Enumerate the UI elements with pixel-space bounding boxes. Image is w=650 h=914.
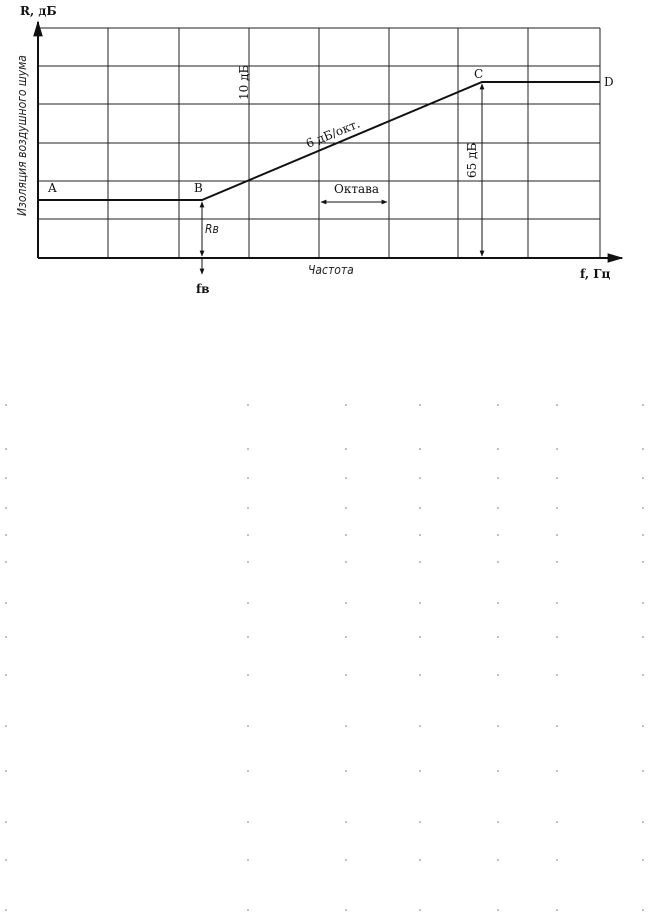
rb-label: Rв	[205, 222, 219, 236]
show-through-dot	[642, 561, 644, 563]
show-through-dot	[642, 507, 644, 509]
show-through-dot	[419, 909, 421, 911]
show-through-dot	[419, 404, 421, 406]
show-through-dot	[5, 859, 7, 861]
show-through-dot	[497, 770, 499, 772]
point-d-label: D	[604, 75, 614, 89]
show-through-dot	[345, 674, 347, 676]
show-through-dot	[497, 821, 499, 823]
point-a-label: A	[48, 181, 57, 195]
show-through-dot	[5, 725, 7, 727]
show-through-dot	[497, 636, 499, 638]
slope-label: 6 дБ/окт.	[303, 116, 362, 151]
show-through-dot	[5, 602, 7, 604]
show-through-dot	[345, 725, 347, 727]
show-through-dot	[497, 477, 499, 479]
show-through-dot	[247, 534, 249, 536]
show-through-dot	[345, 448, 347, 450]
show-through-dot	[497, 725, 499, 727]
show-through-dot	[345, 404, 347, 406]
show-through-dot	[556, 507, 558, 509]
show-through-dot	[642, 636, 644, 638]
show-through-dot	[419, 725, 421, 727]
show-through-dot	[556, 821, 558, 823]
show-through-dot	[5, 507, 7, 509]
show-through-dot	[556, 859, 558, 861]
show-through-dot	[419, 636, 421, 638]
show-through-dot	[247, 561, 249, 563]
show-through-dot	[5, 448, 7, 450]
show-through-dot	[419, 448, 421, 450]
show-through-dot	[247, 725, 249, 727]
show-through-dot	[497, 534, 499, 536]
show-through-dot	[247, 602, 249, 604]
show-through-dot	[642, 448, 644, 450]
octave-label: Октава	[334, 182, 380, 196]
show-through-dot	[247, 507, 249, 509]
show-through-dot	[247, 909, 249, 911]
show-through-dot	[497, 674, 499, 676]
show-through-dot	[419, 477, 421, 479]
y-axis-title: Изоляция воздушного шума	[15, 55, 29, 216]
show-through-dot	[556, 534, 558, 536]
show-through-dot	[497, 404, 499, 406]
show-through-dot	[497, 448, 499, 450]
show-through-dot	[642, 909, 644, 911]
show-through-dot	[642, 674, 644, 676]
show-through-dot	[345, 821, 347, 823]
y-axis-label: R, дБ	[20, 4, 57, 18]
x-axis-title: Частота	[308, 263, 354, 277]
show-through-dot	[345, 859, 347, 861]
show-through-dot	[556, 404, 558, 406]
show-through-dot	[419, 859, 421, 861]
show-through-dot	[642, 602, 644, 604]
show-through-dot	[247, 821, 249, 823]
show-through-dot	[247, 404, 249, 406]
show-through-dot	[556, 477, 558, 479]
show-through-dot	[5, 561, 7, 563]
show-through-dot	[345, 770, 347, 772]
show-through-dot	[345, 602, 347, 604]
show-through-dot	[5, 770, 7, 772]
show-through-dot	[345, 561, 347, 563]
show-through-dot	[247, 770, 249, 772]
show-through-dot	[247, 674, 249, 676]
show-through-dot	[556, 448, 558, 450]
show-through-dot	[642, 725, 644, 727]
show-through-dot	[497, 561, 499, 563]
show-through-dot	[497, 909, 499, 911]
show-through-dot	[345, 507, 347, 509]
show-through-dot	[497, 507, 499, 509]
show-through-dot	[556, 674, 558, 676]
show-through-dot	[556, 561, 558, 563]
show-through-dot	[247, 636, 249, 638]
show-through-dot	[497, 602, 499, 604]
show-through-dot	[419, 534, 421, 536]
show-through-dot	[556, 725, 558, 727]
show-through-dot	[419, 674, 421, 676]
show-through-dot	[247, 859, 249, 861]
show-through-dot	[556, 770, 558, 772]
show-through-dot	[5, 534, 7, 536]
x-axis-label: f, Гц	[580, 267, 611, 281]
show-through-dot	[556, 602, 558, 604]
show-through-dot	[345, 636, 347, 638]
show-through-dot	[642, 859, 644, 861]
show-through-dot	[642, 821, 644, 823]
show-through-dot	[556, 909, 558, 911]
show-through-dot	[247, 477, 249, 479]
show-through-dot	[556, 636, 558, 638]
step-label: 10 дБ	[237, 64, 251, 100]
show-through-dot	[642, 534, 644, 536]
fb-label: fв	[196, 282, 210, 296]
show-through-dot	[345, 534, 347, 536]
show-through-dot	[247, 448, 249, 450]
show-through-dot	[5, 404, 7, 406]
show-through-dot	[642, 404, 644, 406]
show-through-dot	[642, 477, 644, 479]
show-through-dot	[5, 674, 7, 676]
show-through-dot	[497, 859, 499, 861]
show-through-dot	[345, 909, 347, 911]
show-through-dot	[5, 909, 7, 911]
show-through-dot	[5, 636, 7, 638]
point-b-label: B	[194, 181, 203, 195]
show-through-dot	[419, 602, 421, 604]
show-through-dot	[419, 770, 421, 772]
show-through-dots	[5, 404, 644, 911]
show-through-dot	[419, 507, 421, 509]
show-through-dot	[345, 477, 347, 479]
level-label: 65 дБ	[465, 142, 479, 178]
point-c-label: C	[474, 67, 484, 81]
show-through-dot	[419, 561, 421, 563]
show-through-dot	[642, 770, 644, 772]
show-through-dot	[5, 477, 7, 479]
show-through-dot	[419, 821, 421, 823]
show-through-dot	[5, 821, 7, 823]
